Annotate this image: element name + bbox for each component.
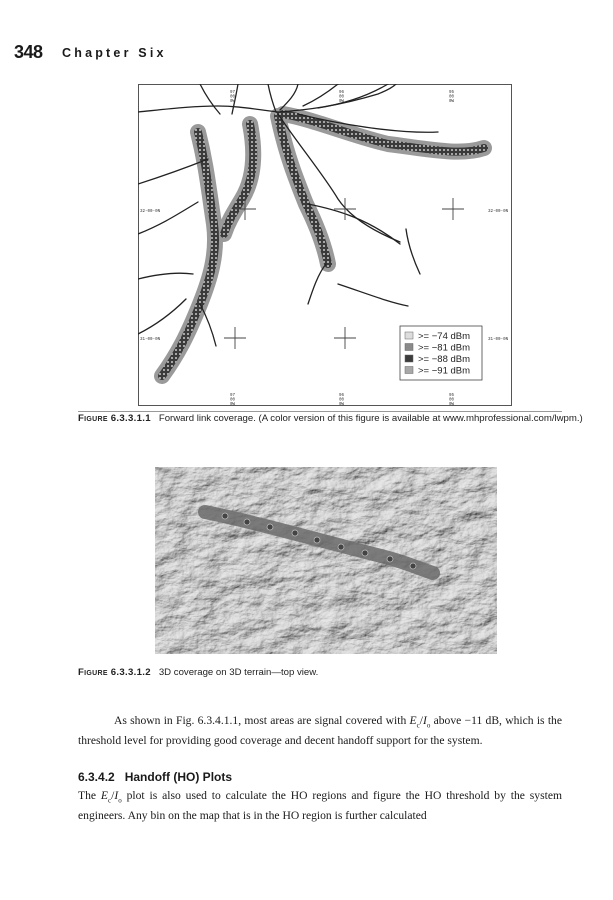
legend-label: >= −91 dBm — [418, 365, 471, 377]
grid-label-top-3: 95 00 0W — [449, 91, 455, 105]
legend-swatch — [405, 332, 413, 339]
legend-label: >= −88 dBm — [418, 354, 471, 365]
page-number: 348 — [14, 42, 43, 62]
body-paragraph-2: The $E_c/I_o$ plot is also used to calculate the HO regions and figure the HO threshold by the system engineers. Any bin on the map that is in the HO region is further calculated — [78, 789, 562, 823]
grid-label-top-1: 97 00 0W — [230, 91, 236, 105]
figure-rule — [78, 411, 562, 412]
grid-label-bottom-3: 95 00 0W — [449, 394, 455, 406]
figure1-caption-label: Figure 6.3.3.1.1 — [78, 413, 151, 424]
figure2-caption — [78, 667, 318, 679]
grid-label-right-top: 32-00-0N — [488, 210, 509, 214]
section-heading — [78, 770, 232, 784]
forward-link-coverage-map — [138, 84, 512, 406]
legend-label: >= −74 dBm — [418, 331, 471, 342]
grid-label-right-bottom: 31-00-0N — [488, 338, 509, 342]
chapter-title: Chapter Six — [62, 46, 167, 60]
figure1-caption — [78, 413, 583, 425]
section-title: Handoff (HO) Plots — [124, 770, 233, 784]
grid-label-bottom-1: 97 00 0W — [230, 394, 236, 406]
grid-label-top-2: 96 00 0W — [339, 91, 345, 105]
figure2-caption-text: 3D coverage on 3D terrain—top view. — [158, 667, 319, 678]
legend-label: >= −81 dBm — [418, 342, 471, 354]
figure2-caption-label: Figure 6.3.3.1.2 — [78, 667, 151, 678]
section-number: 6.3.4.2 — [78, 770, 115, 784]
grid-label-left-top: 32-00-0N — [140, 210, 161, 214]
body-paragraph-1: As shown in Fig. 6.3.4.1.1, most areas are signal covered with $E_c/I_o$ above −11 dB, which is the threshold level for providing good coverage and decent handoff support for the system. — [78, 714, 563, 748]
3d-coverage-terrain-image — [155, 467, 497, 654]
legend-swatch — [405, 367, 413, 374]
figure1-caption-text: Forward link coverage. (A color version of this figure is available at www.mhprofessional.com/lwpm.) — [158, 413, 583, 424]
grid-label-left-bottom: 31-00-0N — [140, 338, 161, 342]
legend-swatch — [405, 355, 413, 362]
grid-label-bottom-2: 96 00 0W — [339, 394, 345, 406]
coverage-legend — [400, 326, 482, 380]
legend-swatch — [405, 344, 413, 351]
